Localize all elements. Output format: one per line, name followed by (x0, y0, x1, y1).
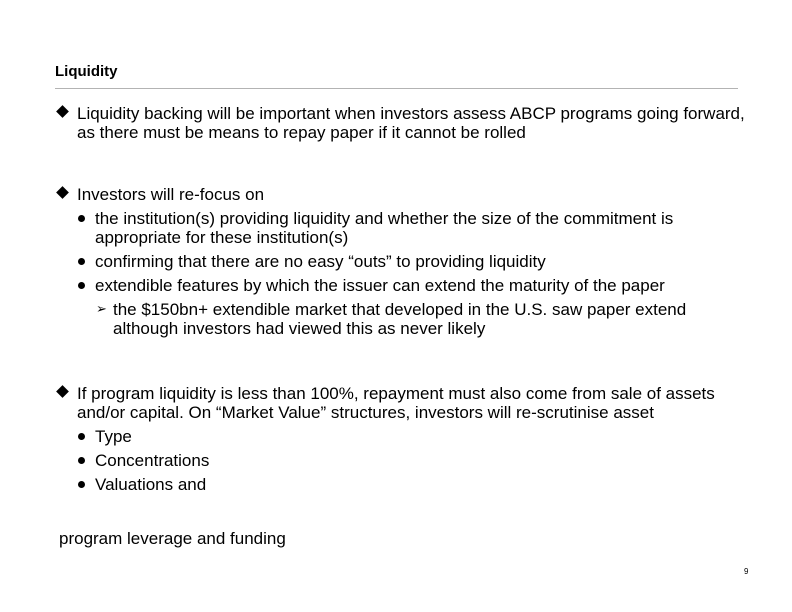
page-number: 9 (744, 567, 749, 576)
sub-bullet-item (77, 427, 735, 446)
sub-bullet-text: Concentrations (95, 451, 210, 470)
sub-bullet-item (77, 475, 735, 494)
dot-bullet-icon (78, 481, 85, 488)
sub-bullet-item (77, 209, 697, 247)
bullet-item (55, 104, 755, 142)
sub-bullet-text: confirming that there are no easy “outs” to providing liquidity (95, 252, 546, 271)
title-divider (55, 88, 738, 89)
diamond-bullet-icon (56, 105, 69, 118)
sub-bullet-item (77, 451, 735, 470)
sub-bullet-text: extendible features by which the issuer can extend the maturity of the paper (95, 276, 665, 295)
sub-sub-bullet-text: the $150bn+ extendible market that developed in the U.S. saw paper extend although investors had viewed this as never likely (113, 300, 687, 338)
bullet-block-1 (55, 104, 755, 142)
sub-bullet-text: Valuations and (95, 475, 207, 494)
bullet-block-3 (55, 384, 735, 494)
diamond-bullet-icon (56, 385, 69, 398)
bullet-text: If program liquidity is less than 100%, repayment must also come from sale of assets and/or capital. On “Market Value” structures, investors will re-scrutinise asset (77, 384, 715, 422)
bullet-text: Investors will re-focus on (77, 185, 265, 204)
sub-bullet-text: Type (95, 427, 132, 446)
trailing-text: program leverage and funding (59, 529, 286, 548)
dot-bullet-icon (78, 457, 85, 464)
sub-bullet-text: the institution(s) providing liquidity and whether the size of the commitment is appropriate for these institution(s) (95, 209, 674, 247)
sub-bullet-item (77, 252, 697, 271)
bullet-block-2 (55, 185, 735, 338)
bullet-text: Liquidity backing will be important when investors assess ABCP programs going forward, as there must be means to repay paper if it cannot be rolled (77, 104, 745, 142)
dot-bullet-icon (78, 215, 85, 222)
sub-sub-bullet-item (95, 300, 723, 338)
bullet-item (55, 384, 735, 422)
dot-bullet-icon (78, 282, 85, 289)
arrow-bullet-icon: ➢ (96, 302, 107, 317)
dot-bullet-icon (78, 258, 85, 265)
diamond-bullet-icon (56, 186, 69, 199)
dot-bullet-icon (78, 433, 85, 440)
slide-title: Liquidity (55, 63, 118, 80)
bullet-item (55, 185, 735, 204)
sub-bullet-item (77, 276, 697, 295)
